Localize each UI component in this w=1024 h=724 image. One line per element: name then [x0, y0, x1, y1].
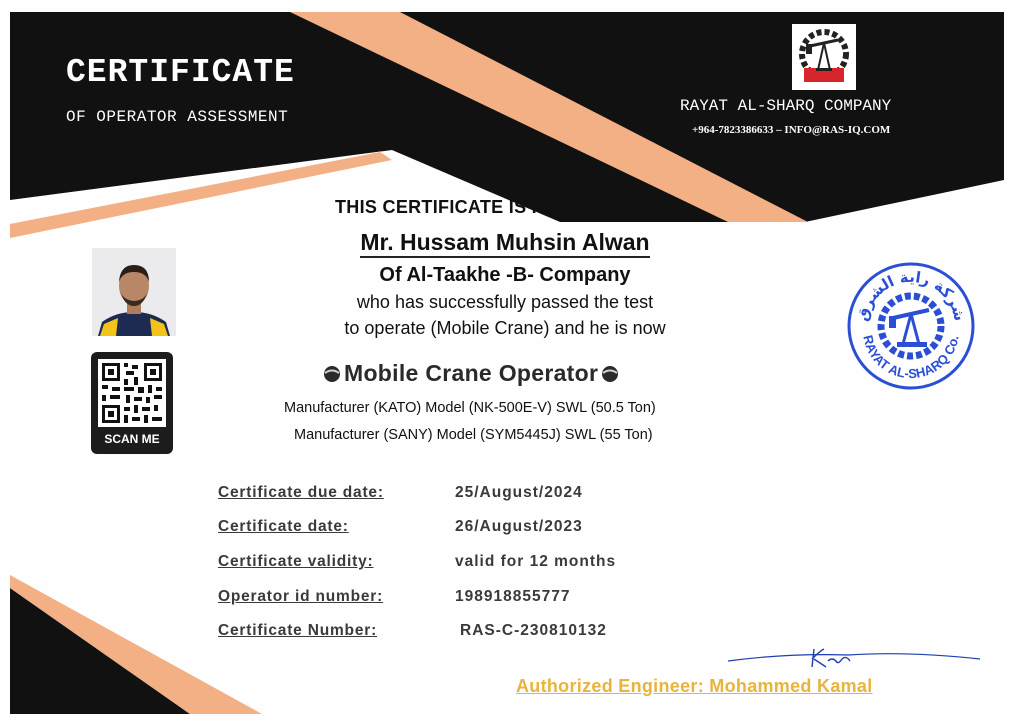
equipment-spec-1: Manufacturer (KATO) Model (NK-500E-V) SWL (50.5 Ton) — [284, 400, 656, 416]
bullet-right-icon — [600, 364, 620, 384]
signature-icon — [728, 645, 984, 675]
operator-id-value: 198918855777 — [455, 588, 571, 605]
recipient-name: Mr. Hussam Muhsin Alwan — [360, 229, 649, 258]
due-date-value: 25/August/2024 — [455, 484, 583, 501]
stamp-english-text: RAYAT AL-SHARQ Co. — [860, 333, 962, 382]
role-title: Mobile Crane Operator — [344, 360, 599, 386]
certificate-date-label: Certificate date: — [218, 518, 349, 535]
role-row — [322, 360, 620, 387]
engineer-signature — [728, 645, 984, 675]
company-stamp — [845, 260, 977, 392]
operator-id-label: Operator id number: — [218, 588, 384, 605]
oil-pump-logo-icon — [792, 24, 856, 90]
certificate-number-value: RAS-C-230810132 — [460, 622, 607, 639]
description-line-2: to operate (Mobile Crane) and he is now — [344, 318, 666, 338]
company-logo — [792, 24, 856, 90]
recipient-name-container — [240, 229, 770, 256]
authorized-engineer: Authorized Engineer: Mohammed Kamal — [516, 676, 873, 696]
equipment-spec-2: Manufacturer (SANY) Model (SYM5445J) SWL (55 Ton) — [294, 427, 653, 443]
stamp-arabic-text: شركة راية الشرق — [853, 267, 969, 323]
description-line-1: who has successfully passed the test — [356, 292, 654, 312]
due-date-label: Certificate due date: — [218, 484, 384, 501]
certificate-date-value: 26/August/2023 — [455, 518, 583, 535]
qr-code[interactable] — [91, 352, 173, 454]
company-name: RAYAT AL-SHARQ COMPANY — [680, 97, 892, 115]
validity-label: Certificate validity: — [218, 553, 374, 570]
operator-photo — [92, 248, 176, 336]
certificate-number-label: Certificate Number: — [218, 622, 378, 639]
validity-value: valid for 12 months — [455, 553, 617, 570]
person-photo-icon — [92, 248, 176, 336]
bullet-left-icon — [322, 364, 342, 384]
stamp-seal-icon — [845, 260, 977, 392]
certificate-subtitle: OF OPERATOR ASSESSMENT — [66, 108, 289, 126]
recipient-company: Of Al-Taakhe -B- Company — [379, 264, 631, 286]
certificate-title: CERTIFICATE — [66, 54, 295, 91]
company-contact: +964-7823386633 – INFO@RAS-IQ.COM — [692, 124, 891, 136]
qr-scan-label: SCAN ME — [104, 432, 160, 446]
presented-to-heading: THIS CERTIFICATE IS PRESENTED TO — [335, 197, 675, 217]
qr-code-icon — [98, 359, 166, 427]
